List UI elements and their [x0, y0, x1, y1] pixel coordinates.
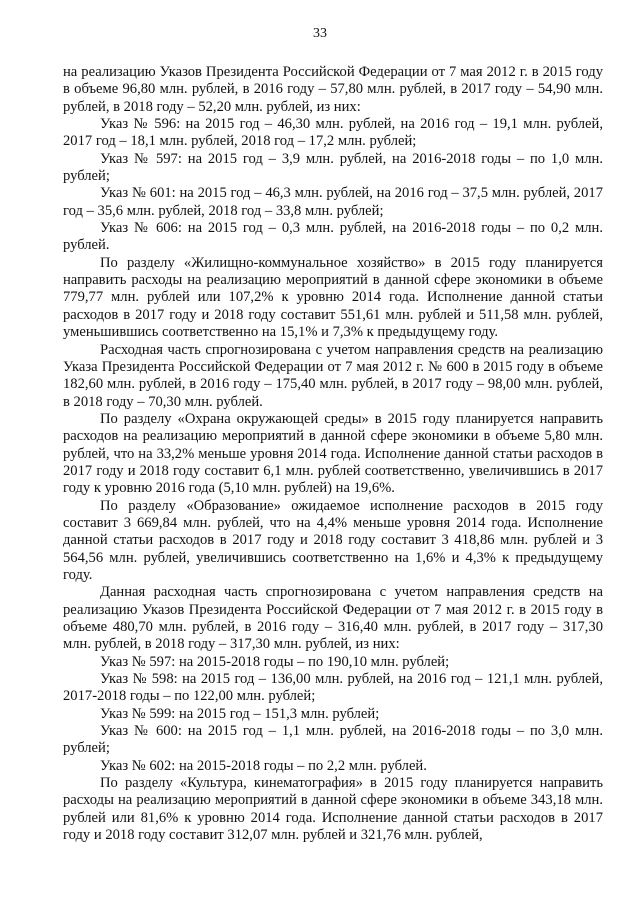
paragraph-decree-601: Указ № 601: на 2015 год – 46,3 млн. рублей, на 2016 год – 37,5 млн. рублей, 2017 год – 35,6 млн. рублей, 2018 год – 33,8 млн. рублей;: [63, 185, 603, 219]
document-body: [63, 64, 603, 844]
paragraph-education-decrees: Данная расходная часть спрогнозирована с учетом направления средств на реализацию Указов Президента Российской Федерации от 7 мая 2012 г. в 2015 году в объеме 480,70 млн. рублей, в 2016 году – 316,40 млн. рублей, в 2017 году – 317,30 млн. рублей, в 2018 году – 317,30 млн. рублей, из них:: [63, 584, 603, 653]
paragraph-decree-606: Указ № 606: на 2015 год – 0,3 млн. рублей, на 2016-2018 годы – по 0,2 млн. рублей.: [63, 220, 603, 254]
paragraph-decree-596: Указ № 596: на 2015 год – 46,30 млн. рублей, на 2016 год – 19,1 млн. рублей, 2017 год – 18,1 млн. рублей, 2018 год – 17,2 млн. рублей;: [63, 116, 603, 150]
paragraph-decree-600-housing: Расходная часть спрогнозирована с учетом направления средств на реализацию Указа Президента Российской Федерации от 7 мая 2012 г. № 600 в 2015 году в объеме 182,60 млн. рублей, в 2016 году – 175,40 млн. рублей, в 2017 году – 98,00 млн. рублей, в 2018 году – 70,30 млн. рублей.: [63, 341, 603, 410]
paragraph-housing: По разделу «Жилищно-коммунальное хозяйство» в 2015 году планируется направить расходы на реализацию мероприятий в данной сфере экономики в объеме 779,77 млн. рублей или 107,2% к уровню 2014 года. Исполнение данной статьи расходов в 2017 году и 2018 году составит 551,61 млн. рублей и 511,58 млн. рублей, уменьшившись соответственно на 15,1% и 7,3% к предыдущему году.: [63, 254, 603, 341]
paragraph-decree-597: Указ № 597: на 2015 год – 3,9 млн. рублей, на 2016-2018 годы – по 1,0 млн. рублей;: [63, 150, 603, 185]
paragraph-edu-decree-600: Указ № 600: на 2015 год – 1,1 млн. рублей, на 2016-2018 годы – по 3,0 млн. рублей;: [63, 723, 603, 757]
page-number: 33: [313, 26, 327, 41]
paragraph-edu-decree-602: Указ № 602: на 2015-2018 годы – по 2,2 млн. рублей.: [100, 757, 427, 774]
paragraph-edu-decree-598: Указ № 598: на 2015 год – 136,00 млн. рублей, на 2016 год – 121,1 млн. рублей, 2017-2018 годы – по 122,00 млн. рублей;: [63, 671, 603, 705]
paragraph-culture: По разделу «Культура, кинематография» в 2015 году планируется направить расходы на реализацию мероприятий в данной сфере экономики в объеме 343,18 млн. рублей или 81,6% к уровню 2014 года. Исполнение данной статьи расходов в 2017 году и 2018 году составит 312,07 млн. рублей и 321,76 млн. рублей,: [63, 775, 603, 844]
paragraph-edu-decree-599: Указ № 599: на 2015 год – 151,3 млн. рублей;: [100, 705, 380, 722]
paragraph-environment: По разделу «Охрана окружающей среды» в 2015 году планируется направить расходов на реализацию мероприятий в данной сфере экономики в объеме 5,80 млн. рублей, что на 33,2% меньше уровня 2014 года. Исполнение данной статьи расходов в 2017 году и 2018 году составит 6,1 млн. рублей соответственно, увеличившись в 2017 году к уровню 2016 года (5,10 млн. рублей) на 19,6%.: [63, 410, 603, 497]
paragraph-education: По разделу «Образование» ожидаемое исполнение расходов в 2015 году составит 3 669,84 млн. рублей, что на 4,4% меньше уровня 2014 года. Исполнение данной статьи расходов в 2017 году и 2018 году составит 3 418,86 млн. рублей и 3 564,56 млн. рублей, увеличившись соответственно на 1,6% и 4,3% к предыдущему году.: [63, 497, 603, 583]
paragraph-edu-decree-597: Указ № 597: на 2015-2018 годы – по 190,10 млн. рублей;: [100, 653, 450, 670]
paragraph-continuation: на реализацию Указов Президента Российской Федерации от 7 мая 2012 г. в 2015 году в объеме 96,80 млн. рублей, в 2016 году – 57,80 млн. рублей, в 2017 году – 54,90 млн. рублей, в 2018 году – 52,20 млн. рублей, из них:: [63, 64, 603, 115]
